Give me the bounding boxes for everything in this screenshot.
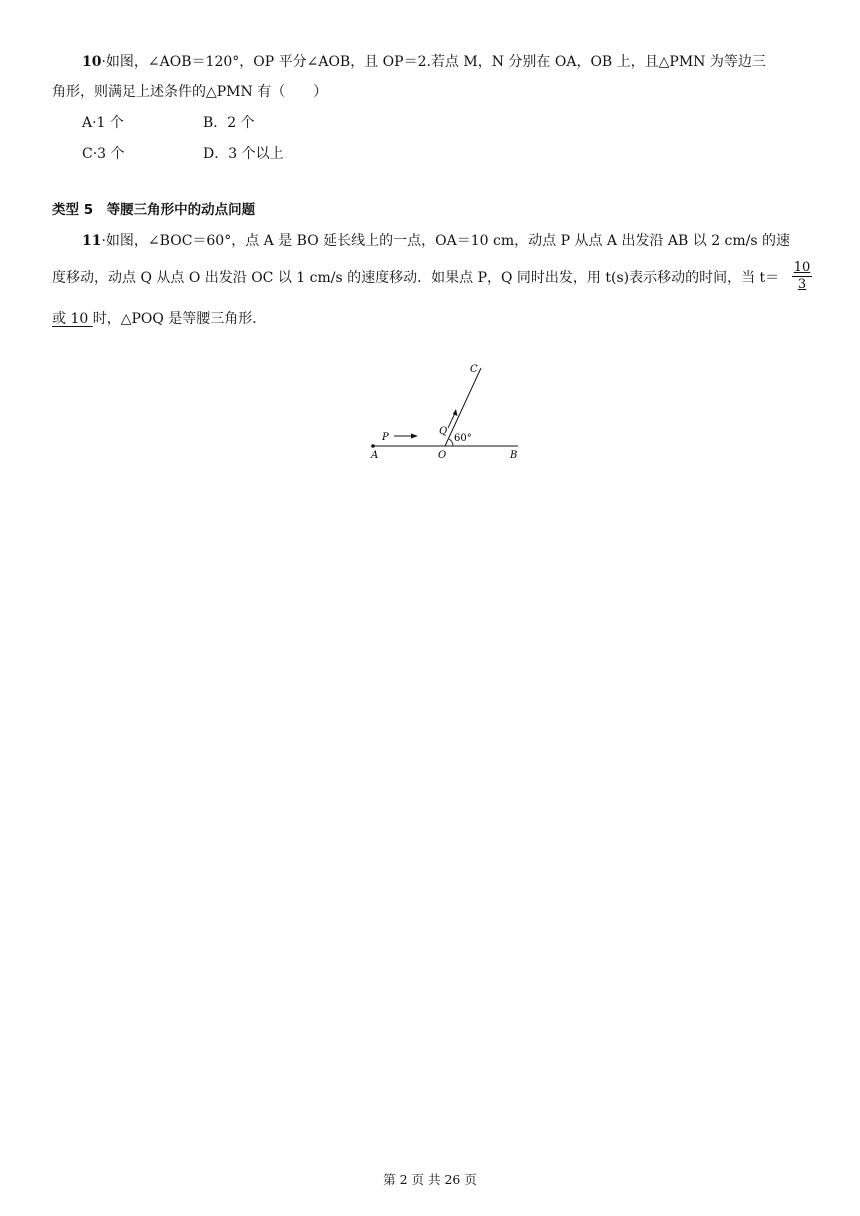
q10-text-1: ·如图，∠AOB＝120°，OP 平分∠AOB，且 OP＝2.若点 M，N 分别在 OA，OB 上，且△PMN 为等边三 <box>101 54 766 70</box>
point-a-dot <box>371 444 375 448</box>
p-arrow-head <box>411 434 418 439</box>
geometry-figure <box>360 356 530 470</box>
q11-line3 <box>52 309 266 329</box>
section-heading: 类型 5 等腰三角形中的动点问题 <box>52 202 256 218</box>
label-c: C <box>470 364 478 375</box>
q10-option-d: D．3 个以上 <box>203 146 284 162</box>
q10-line2: 角形，则满足上述条件的△PMN 有（ ） <box>52 84 328 100</box>
q11-text-3: 时，△POQ 是等腰三角形． <box>92 311 267 327</box>
q10-option-c: C·3 个 <box>82 146 125 162</box>
label-angle: 60° <box>454 433 472 444</box>
q11-text-1: ·如图，∠BOC＝60°，点 A 是 BO 延长线上的一点，OA＝10 cm，动点 P 从点 A 出发沿 AB 以 2 cm/s 的速 <box>101 233 791 249</box>
figure-svg <box>360 356 530 466</box>
fraction-numerator: 10 <box>793 260 811 275</box>
label-o: O <box>438 450 447 461</box>
label-b: B <box>510 450 518 461</box>
q10-option-a: A·1 个 <box>82 115 124 131</box>
angle-arc <box>449 439 453 446</box>
q11-line2: 度移动，动点 Q 从点 O 出发沿 OC 以 1 cm/s 的速度移动．如果点 P，Q 同时出发，用 t(s)表示移动的时间，当 t＝ <box>52 270 780 286</box>
q11-line1 <box>82 231 790 251</box>
label-p: P <box>382 432 389 443</box>
answer-text: 或 10 <box>52 311 93 327</box>
q10-number: 10 <box>82 54 102 70</box>
q10-option-b: B．2 个 <box>203 115 255 131</box>
label-a: A <box>371 450 379 461</box>
q-arrow-head <box>453 409 458 416</box>
q10-line1 <box>82 52 766 72</box>
q11-number: 11 <box>82 233 102 249</box>
page-footer: 第 2 页 共 26 页 <box>383 1172 477 1187</box>
answer-fraction <box>792 260 812 293</box>
label-q: Q <box>439 426 448 437</box>
fraction-denominator: 3 <box>797 277 807 292</box>
